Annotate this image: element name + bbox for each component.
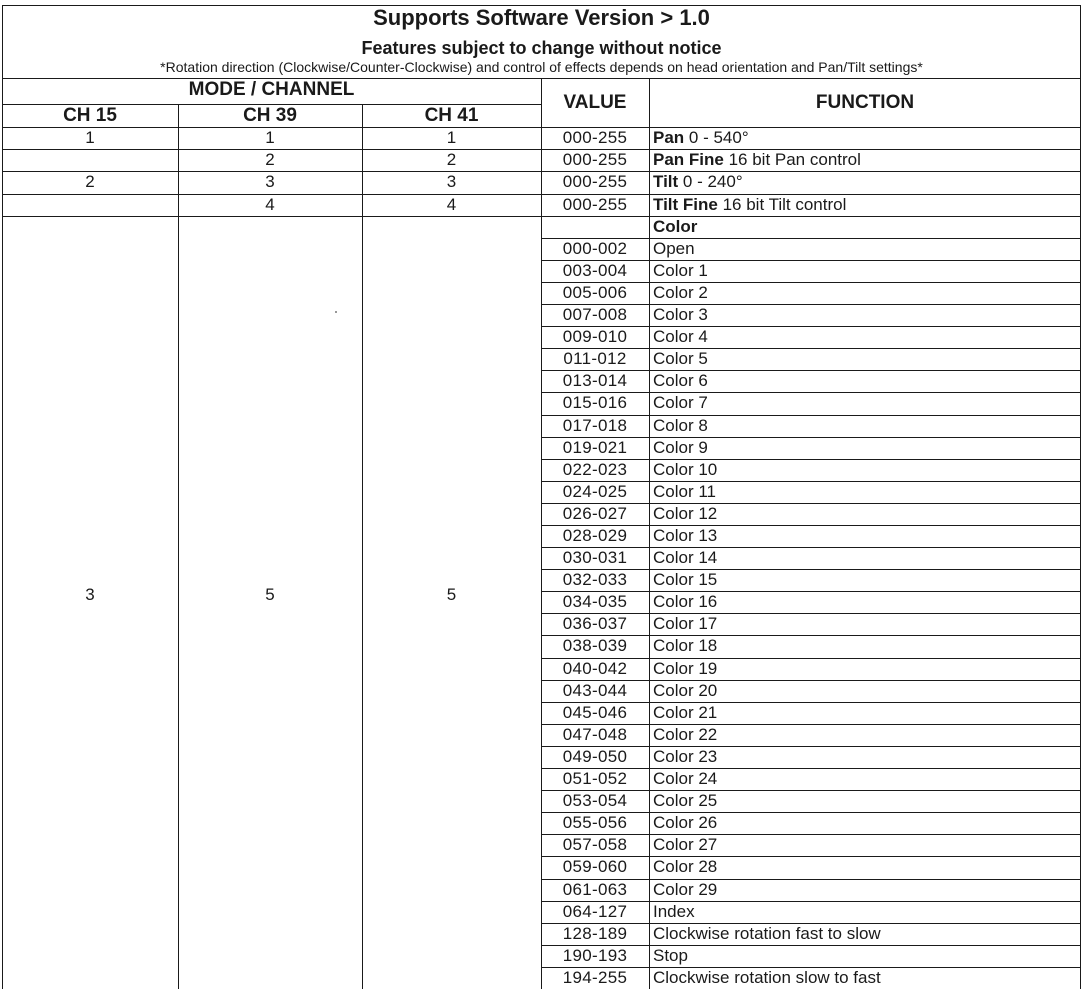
color-function-cell: Color 20 (653, 680, 718, 700)
ch41-cell: 2 (446, 150, 457, 170)
color-function-cell: Color 15 (653, 570, 718, 590)
color-function-cell: Color 10 (653, 459, 718, 479)
ch39-cell: 4 (265, 194, 275, 214)
color-value-cell: 057-058 (562, 835, 628, 855)
color-ch15-cell: 3 (85, 584, 95, 604)
mode-value-divider (541, 78, 542, 989)
ch15-cell: 2 (85, 172, 95, 192)
color-heading-value-cell (541, 216, 649, 238)
color-function-cell: Color 5 (653, 349, 708, 369)
color-value-cell: 194-255 (562, 967, 628, 987)
color-value-cell: 061-063 (562, 879, 628, 899)
color-function-cell: Color 23 (653, 746, 718, 766)
color-ch41-cell: 5 (446, 584, 457, 604)
color-value-cell: 040-042 (562, 658, 628, 678)
color-value-cell: 055-056 (562, 813, 628, 833)
color-value-cell: 190-193 (562, 945, 628, 965)
color-value-cell: 038-039 (562, 636, 628, 656)
color-heading: Color (653, 216, 698, 236)
color-function-cell: Color 1 (653, 260, 708, 280)
color-value-cell: 028-029 (562, 526, 628, 545)
color-value-cell: 009-010 (562, 327, 628, 347)
color-function-cell: Color 22 (653, 724, 718, 744)
color-value-cell: 005-006 (562, 282, 628, 302)
color-function-cell: Color 4 (653, 327, 708, 347)
function-detail: 0 - 240° (678, 172, 743, 192)
color-function-cell: Color 11 (653, 481, 716, 501)
color-function-cell: Color 21 (653, 702, 718, 722)
color-value-cell: 013-014 (562, 371, 628, 391)
value-cell: 000-255 (562, 194, 628, 214)
color-value-cell: 026-027 (562, 503, 628, 523)
color-function-cell: Color 17 (653, 614, 718, 634)
color-function-cell: Color 29 (653, 879, 718, 899)
mode-channel-header: MODE / CHANNEL (188, 79, 355, 100)
color-value-cell: 034-035 (562, 592, 628, 612)
color-function-cell: Color 18 (653, 636, 718, 656)
color-function-cell: Index (653, 901, 695, 921)
color-function-cell: Color 16 (653, 592, 718, 612)
color-function-cell: Color 9 (653, 437, 708, 457)
color-value-cell: 007-008 (562, 305, 628, 325)
page-title: Supports Software Version > 1.0 (373, 5, 710, 30)
color-value-cell: 000-002 (562, 238, 628, 258)
color-function-cell: Color 25 (653, 791, 718, 811)
ch41-cell: 3 (446, 172, 457, 192)
function-detail: 0 - 540° (684, 128, 749, 147)
function-detail: 16 bit Pan control (723, 150, 861, 170)
value-cell: 000-255 (562, 150, 628, 170)
color-value-cell: 022-023 (562, 459, 628, 479)
color-value-cell: 053-054 (562, 791, 628, 811)
ch15-header: CH 15 (63, 105, 117, 126)
function-name: Pan Fine (653, 150, 724, 170)
ch15-cell (2, 149, 178, 171)
function-cell (649, 127, 1081, 149)
value-cell: 000-255 (562, 172, 628, 192)
function-header: FUNCTION (815, 92, 915, 113)
color-value-cell: 011-012 (563, 349, 627, 369)
color-value-cell: 036-037 (562, 614, 628, 634)
function-cell (649, 194, 1081, 216)
ch41-cell: 1 (446, 128, 457, 147)
function-name: Pan (653, 128, 685, 147)
ch15-cell (2, 194, 178, 216)
color-value-cell: 017-018 (562, 415, 628, 435)
color-function-cell: Color 7 (653, 393, 708, 413)
color-function-cell: Color 24 (653, 769, 718, 789)
color-value-cell: 128-189 (562, 923, 628, 943)
value-function-divider (649, 78, 650, 989)
color-value-cell: 019-021 (562, 437, 628, 457)
ch39-cell: 1 (265, 128, 275, 147)
color-value-cell: 015-016 (562, 393, 628, 413)
color-function-cell: Color 6 (653, 371, 708, 391)
value-header: VALUE (563, 92, 627, 113)
color-value-cell: 049-050 (562, 746, 628, 766)
color-function-cell: Clockwise rotation fast to slow (653, 923, 881, 943)
color-function-cell: Color 8 (653, 415, 708, 435)
color-heading-cell (649, 216, 1081, 238)
color-value-cell: 030-031 (562, 548, 628, 568)
color-value-cell: 059-060 (562, 857, 628, 877)
color-value-cell: 043-044 (562, 680, 628, 700)
color-function-cell: Color 12 (653, 503, 718, 523)
color-function-cell: Color 28 (653, 857, 718, 877)
color-value-cell: 024-025 (562, 481, 628, 501)
color-value-cell: 003-004 (562, 260, 628, 280)
function-name: Tilt Fine (653, 194, 718, 214)
page-subtitle: Features subject to change without notice (361, 38, 722, 58)
ch15-cell: 1 (85, 128, 95, 147)
ch41-header: CH 41 (424, 105, 479, 126)
color-function-cell: Color 13 (653, 526, 718, 545)
ch39-cell: 3 (265, 172, 275, 192)
color-value-cell: 045-046 (562, 702, 628, 722)
function-detail: 16 bit Tilt control (717, 194, 847, 214)
color-function-cell: Stop (653, 945, 688, 965)
color-function-cell: Color 19 (653, 658, 718, 678)
value-cell: 000-255 (562, 128, 628, 147)
color-function-cell: Open (653, 238, 695, 258)
ch15-ch39-divider (178, 104, 179, 989)
color-function-cell: Color 26 (653, 813, 718, 833)
ch41-cell: 4 (446, 194, 457, 214)
color-value-cell: 047-048 (562, 724, 628, 744)
ch39-cell: 2 (265, 150, 275, 170)
color-value-cell: 064-127 (562, 901, 628, 921)
color-value-cell: 032-033 (562, 570, 628, 590)
function-cell (649, 149, 1081, 171)
color-function-cell: Color 2 (653, 282, 708, 302)
color-function-cell: Color 3 (653, 305, 708, 325)
color-function-cell: Color 27 (653, 835, 718, 855)
color-ch39-cell: 5 (265, 584, 275, 604)
print-speck (335, 311, 337, 313)
color-function-cell: Clockwise rotation slow to fast (653, 967, 881, 987)
rotation-note: *Rotation direction (Clockwise/Counter-Clockwise) and control of effects depends on head orientation and Pan/Tilt settings* (160, 59, 923, 75)
ch39-header: CH 39 (243, 105, 297, 126)
ch39-ch41-divider (362, 104, 363, 989)
color-value-cell: 051-052 (562, 769, 628, 789)
color-function-cell: Color 14 (653, 548, 718, 568)
function-cell (649, 171, 1081, 193)
function-name: Tilt (653, 172, 679, 192)
